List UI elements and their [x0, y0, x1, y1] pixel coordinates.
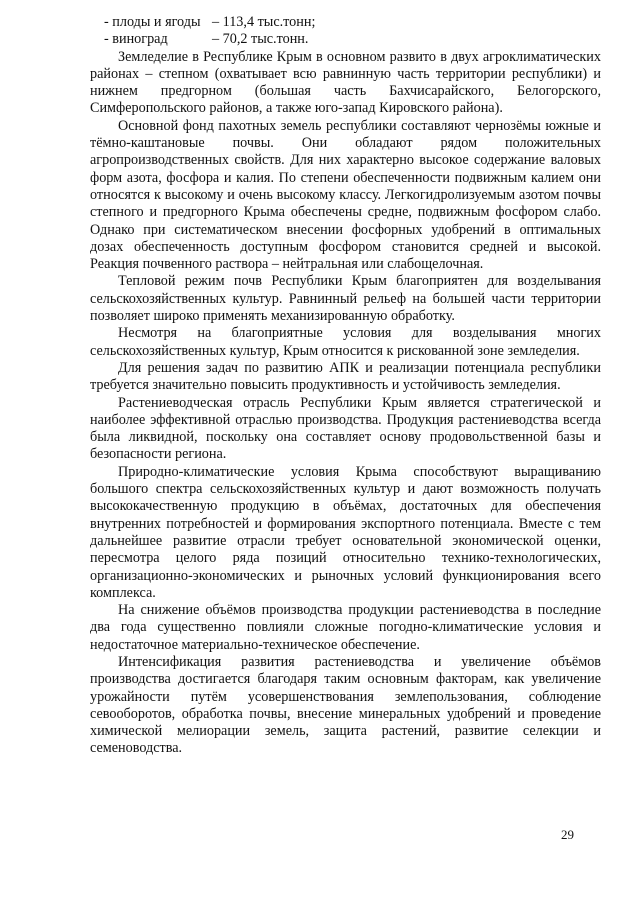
- paragraph-crop-sector: Растениеводческая отрасль Республики Крым является стратегической и наиболее эффективной отраслью производства. Продукция растениеводства всегда была ликвидной, поскольку она составляет основу продовольственной базы и безопасности региона.: [90, 394, 601, 463]
- list-item-value: – 113,4 тыс.тонн;: [212, 14, 316, 30]
- paragraph-intensification: Интенсификация развития растениеводства и увеличение объёмов производства достигается благодаря таким основным факторам, как увеличение урожайности путём усовершенствования землепользования, соблюдение севооборотов, обработка почвы, внесение минеральных удобрений и проведение химической мелиорации земель, защита растений, развитие селекции и семеноводства.: [90, 653, 601, 757]
- paragraph-agriculture-regions: Земледелие в Республике Крым в основном развито в двух агроклиматических районах – степном (охватывает всю равнинную часть территории республики) и нижнем предгорном (большая часть Бахчисарайского, Белогорского, Симферопольского районов, а также юго-запад Кировского района).: [90, 48, 601, 117]
- list-item-fruits: [90, 14, 601, 31]
- list-item-grapes: [90, 31, 601, 48]
- list-item-value: – 70,2 тыс.тонн.: [212, 31, 309, 48]
- paragraph-risk-zone: Несмотря на благоприятные условия для возделывания многих сельскохозяйственных культур, Крым относится к рискованной зоне земледелия.: [90, 325, 601, 359]
- list-item-name: - виноград: [104, 31, 168, 48]
- paragraph-production-decline: На снижение объёмов производства продукции растениеводства в последние два года существенно повлияли сложные погодно-климатические условия и недостаточное материально-техническое обеспечение.: [90, 602, 601, 653]
- page-number: 29: [561, 827, 574, 842]
- page-text: [90, 14, 601, 758]
- paragraph-climate-conditions: Природно-климатические условия Крыма способствуют выращиванию большого спектра сельскохозяйственных культур и дают возможность получать высококачественную продукцию в объёмах, достаточных для обеспечения внутренних потребностей и формирования экспортного потенциала. Вместе с тем дальнейшее развитие отрасли требует основательной экономической оценки, пересмотра целого ряда позиций относительно технико-технологических, организационно-экономических и рыночных условий функционирования всего комплекса.: [90, 463, 601, 601]
- paragraph-agro-tasks: Для решения задач по развитию АПК и реализации потенциала республики требуется значительно повысить продуктивность и устойчивость земледелия.: [90, 359, 601, 394]
- paragraph-thermal-regime: Тепловой режим почв Республики Крым благоприятен для возделывания сельскохозяйственных культур. Равнинный рельеф на большей части территории позволяет широко применять механизированную обработку.: [90, 273, 601, 325]
- paragraph-soils: Основной фонд пахотных земель республики составляют чернозёмы южные и тёмно-каштановые почвы. Они обладают рядом положительных агропроизводственных свойств. Для них характерно высокое содержание валовых форм азота, фосфора и калия. По степени обеспеченности подвижным калием они относятся к высокому и очень высокому классу. Легкогидролизуемым азотом почвы степного и предгорного Крыма обеспечены средне, подвижным фосфором слабо. Однако при систематическом внесении фосфорных удобрений в оптимальных дозах обеспеченность доступным фосфором становится средней и высокой. Реакция почвенного раствора – нейтральная или слабощелочная.: [90, 117, 601, 273]
- list-item-name: - плоды и ягоды: [104, 14, 201, 30]
